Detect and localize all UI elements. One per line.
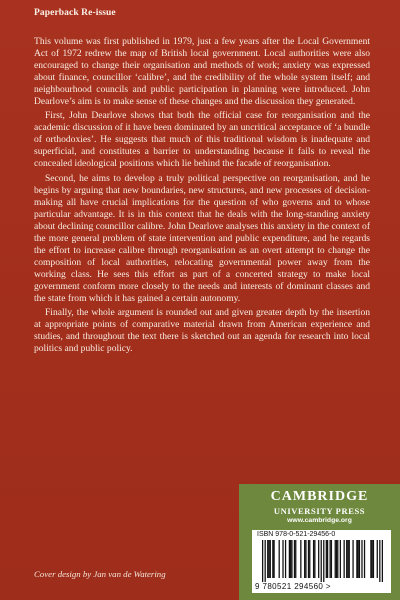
- barcode-bar: [373, 540, 374, 578]
- barcode-bar: [330, 540, 331, 578]
- barcode-bar: [321, 540, 322, 582]
- barcode-bar: [336, 540, 337, 578]
- barcode-bar: [349, 540, 350, 578]
- barcode-bar: [267, 540, 268, 578]
- barcode-digits: 9 780521 294560 >: [255, 582, 331, 591]
- barcode-bar: [268, 540, 269, 578]
- barcode-bar: [364, 540, 365, 578]
- barcode-bar: [370, 540, 371, 578]
- isbn-label: ISBN 978-0-521-29456-0: [257, 531, 336, 538]
- blurb-paragraph-intro: This volume was first published in 1979, just a few years after the Local Government Act of 1972 redrew the map of British local government. Local authorities were also encouraged to change their organisation and methods of work; anxiety was expressed about finance, councillor ‘calibre’, and the credibility of the whole system itself; and neighbourhood councils and public participation in planning were introduced. John Dearlove’s aim is to make sense of these changes and the discussion they generated.: [34, 36, 370, 108]
- barcode-bar: [327, 540, 328, 578]
- barcode-bar: [337, 540, 338, 578]
- barcode-bar: [304, 540, 305, 578]
- barcode-bar: [295, 540, 296, 578]
- barcode-bar: [372, 540, 373, 578]
- barcode-bar: [291, 540, 292, 578]
- barcode-bar: [290, 540, 291, 578]
- barcode-bar: [313, 540, 314, 578]
- barcode-bar: [346, 540, 347, 578]
- barcode-bar: [358, 540, 359, 578]
- barcode-bar: [270, 540, 271, 578]
- reissue-heading: Paperback Re-issue: [34, 8, 116, 18]
- barcode-bar: [282, 540, 283, 578]
- barcode-bar: [272, 540, 273, 578]
- barcode-bar: [323, 540, 324, 582]
- barcode-bar: [279, 540, 280, 578]
- blurb-paragraph-first: First, John Dearlove shows that both the official case for reorganisation and the academic discussion of it have been dominated by an uncritical acceptance of ‘a bundle of orthodoxies’. He suggests that much of this traditional wisdom is inadequate and superficial, and constitutes a barrier to understanding because it fails to reveal the concealed ideological positions which lie behind the facade of reorganisation.: [34, 110, 370, 170]
- barcode-bar: [309, 540, 310, 578]
- barcode-bar: [382, 540, 383, 582]
- barcode-bar: [352, 540, 353, 578]
- barcode-bar: [356, 540, 357, 578]
- barcode-bar: [361, 540, 362, 578]
- barcode-bar: [262, 540, 263, 582]
- barcode-bar: [347, 540, 348, 578]
- barcode-bar: [300, 540, 301, 578]
- barcode-bar: [314, 540, 315, 578]
- barcode-bar: [335, 540, 336, 578]
- barcode-box: [252, 530, 391, 593]
- barcode-bar: [289, 540, 290, 578]
- publisher-press: UNIVERSITY PRESS: [273, 506, 366, 516]
- barcode-bar: [305, 540, 306, 578]
- barcode-bar: [359, 540, 360, 578]
- blurb-paragraph-finally: Finally, the whole argument is rounded out and given greater depth by the insertion at appropriate points of comparative material drawn from American experience and studies, and throughout the text there is sketched out an agenda for research into local politics and public policy.: [34, 307, 370, 355]
- barcode-bar: [285, 540, 286, 578]
- cover-design-credit: Cover design by Jan van de Watering: [34, 569, 166, 579]
- barcode-bars: [262, 540, 383, 582]
- barcode-bar: [294, 540, 295, 578]
- barcode-bar: [340, 540, 341, 578]
- blurb-text: [34, 36, 370, 355]
- barcode-bar: [273, 540, 274, 578]
- barcode-bar: [344, 540, 345, 578]
- barcode-bar: [331, 540, 332, 578]
- barcode-bar: [318, 540, 319, 578]
- barcode-bar: [379, 540, 380, 582]
- barcode-bar: [265, 540, 266, 582]
- publisher-url: www.cambridge.org: [287, 517, 352, 524]
- barcode-bar: [377, 540, 378, 578]
- barcode-bar: [326, 540, 327, 578]
- barcode-bar: [308, 540, 309, 578]
- publisher-name: CAMBRIDGE: [270, 489, 369, 504]
- blurb-paragraph-second: Second, he aims to develop a truly political perspective on reorganisation, and he begins by arguing that new boundaries, new structures, and new processes of decision-making all have crucial implications for the question of who governs and to whose particular advantage. It is in this context that he deals with the long-standing anxiety about declining councillor calibre. John Dearlove analyses this anxiety in the context of the more general problem of state intervention and public expenditure, and he regards the effort to increase calibre through reorganisation as an overt attempt to change the composition of local authorities, relocating governmental power away from the working class. He sees this effort as part of a concerted strategy to make local government conform more closely to the needs and interests of dominant classes and the state from which it has gained a certain autonomy.: [34, 172, 370, 304]
